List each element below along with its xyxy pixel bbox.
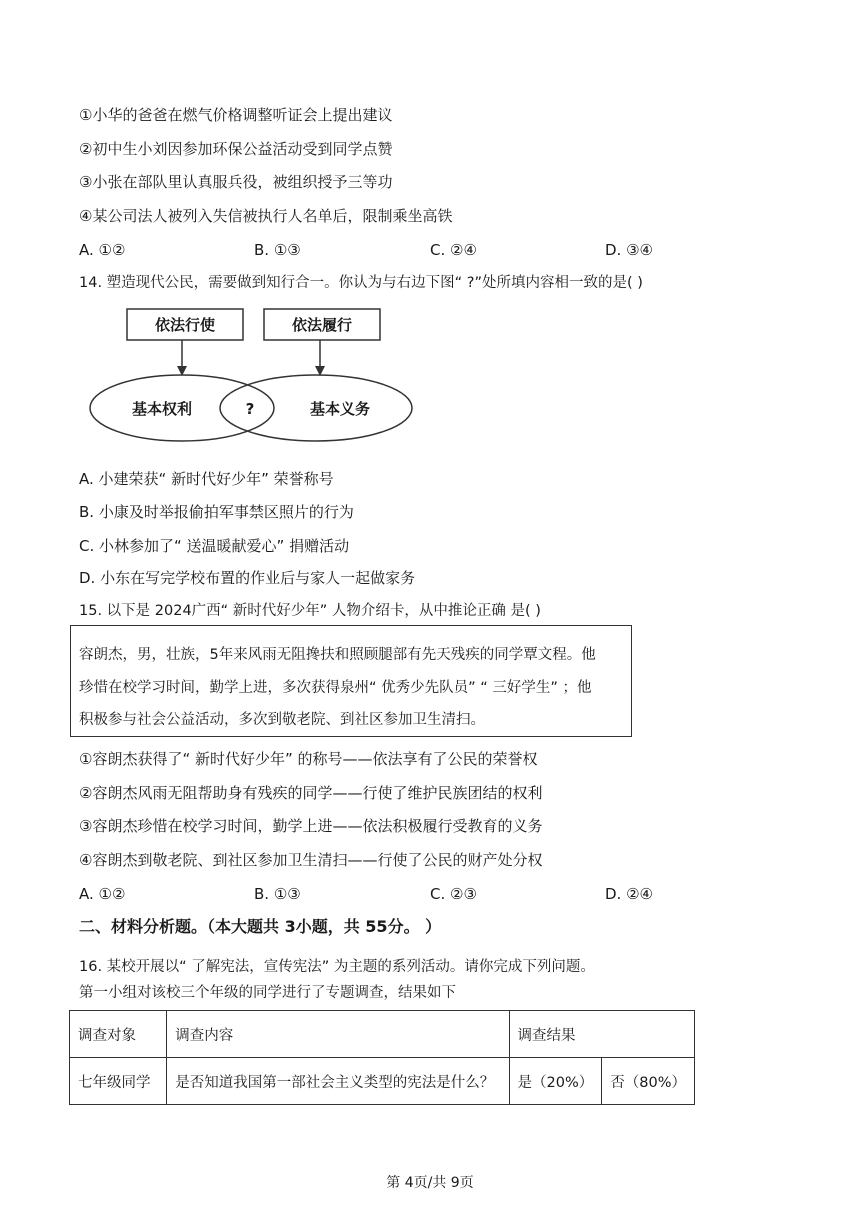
- statement-2: ②初中生小刘因参加环保公益活动受到同学点赞: [79, 140, 393, 158]
- prev-option-c: C. ②④: [430, 241, 477, 259]
- section-2-heading: [79, 917, 441, 937]
- q14-option-b: B. 小康及时举报偷拍军事禁区照片的行为: [79, 503, 354, 521]
- section-2-count: 3: [284, 917, 296, 936]
- question-16-sub: 第一小组对该校三个年级的同学进行了专题调查，结果如下: [79, 985, 456, 1001]
- box-fulfil-label: 依法履行: [291, 316, 353, 334]
- prev-option-a: A. ①②: [79, 241, 126, 259]
- question-14-stem: 14. 塑造现代公民，需要做到知行合一。你认为与右边下图“ ?”处所填内容相一致的是( ): [79, 275, 643, 291]
- cell-subject: 七年级同学: [70, 1058, 167, 1105]
- q15-option-a: A. ①②: [79, 885, 126, 903]
- header-result: 调查结果: [509, 1011, 694, 1058]
- q14-option-d: D. 小东在写完学校布置的作业后与家人一起做家务: [79, 569, 416, 587]
- overlap-question-mark: ?: [245, 400, 255, 418]
- question-16-stem: 16. 某校开展以“ 了解宪法，宣传宪法” 为主题的系列活动。请你完成下列问题。: [79, 959, 595, 975]
- q14-option-a: A. 小建荣获“ 新时代好少年” 荣誉称号: [79, 470, 334, 488]
- rights-duties-diagram: [0, 300, 860, 460]
- section-2-title-c: 分。 ）: [387, 917, 442, 936]
- q15-statement-2: ②容朗杰风雨无阻帮助身有残疾的同学——行使了维护民族团结的权利: [79, 784, 543, 802]
- survey-table: [69, 1010, 695, 1105]
- q15-option-b: B. ①③: [254, 885, 301, 903]
- card-line-1: 容朗杰，男，壮族，5年来风雨无阻搀扶和照顾腿部有先天残疾的同学覃文程。他: [79, 647, 596, 663]
- page-footer: 第 4页/共 9页: [386, 1175, 474, 1191]
- profile-card: [70, 625, 632, 737]
- box-exercise-label: 依法行使: [154, 316, 216, 334]
- card-line-2: 珍惜在校学习时间，勤学上进，多次获得泉州“ 优秀少先队员” “ 三好学生” ；他: [79, 680, 592, 696]
- cell-content: 是否知道我国第一部社会主义类型的宪法是什么？: [167, 1058, 509, 1105]
- header-subject: 调查对象: [70, 1011, 167, 1058]
- question-15-stem: 15. 以下是 2024广西“ 新时代好少年” 人物介绍卡，从中推论正确 是( ): [79, 603, 541, 619]
- header-content: 调查内容: [167, 1011, 509, 1058]
- section-2-title-b: 小题，共: [295, 917, 366, 936]
- prev-option-d: D. ③④: [605, 241, 653, 259]
- cell-result-no: 否（80%）: [602, 1058, 695, 1105]
- prev-option-b: B. ①③: [254, 241, 301, 259]
- q15-statement-1: ①容朗杰获得了“ 新时代好少年” 的称号——依法享有了公民的荣誉权: [79, 750, 538, 768]
- basic-rights-label: 基本权利: [131, 400, 193, 418]
- table-row: [70, 1058, 695, 1105]
- q15-option-c: C. ②③: [430, 885, 477, 903]
- section-2-title-a: 二、材料分析题。（本大题共: [79, 917, 285, 936]
- q14-option-c: C. 小林参加了“ 送温暖献爱心” 捐赠活动: [79, 537, 350, 555]
- card-line-3: 积极参与社会公益活动，多次到敬老院、到社区参加卫生清扫。: [79, 712, 485, 728]
- q15-statement-4: ④容朗杰到敬老院、到社区参加卫生清扫——行使了公民的财产处分权: [79, 851, 543, 869]
- q15-statement-3: ③容朗杰珍惜在校学习时间，勤学上进——依法积极履行受教育的义务: [79, 817, 543, 835]
- statement-3: ③小张在部队里认真服兵役，被组织授予三等功: [79, 173, 393, 191]
- statement-4: ④某公司法人被列入失信被执行人名单后，限制乘坐高铁: [79, 207, 453, 225]
- q15-option-d: D. ②④: [605, 885, 653, 903]
- cell-result-yes: 是（20%）: [509, 1058, 602, 1105]
- section-2-score: 55: [365, 917, 388, 936]
- basic-duties-label: 基本义务: [309, 400, 371, 418]
- statement-1: ①小华的爸爸在燃气价格调整听证会上提出建议: [79, 106, 393, 124]
- table-header-row: [70, 1011, 695, 1058]
